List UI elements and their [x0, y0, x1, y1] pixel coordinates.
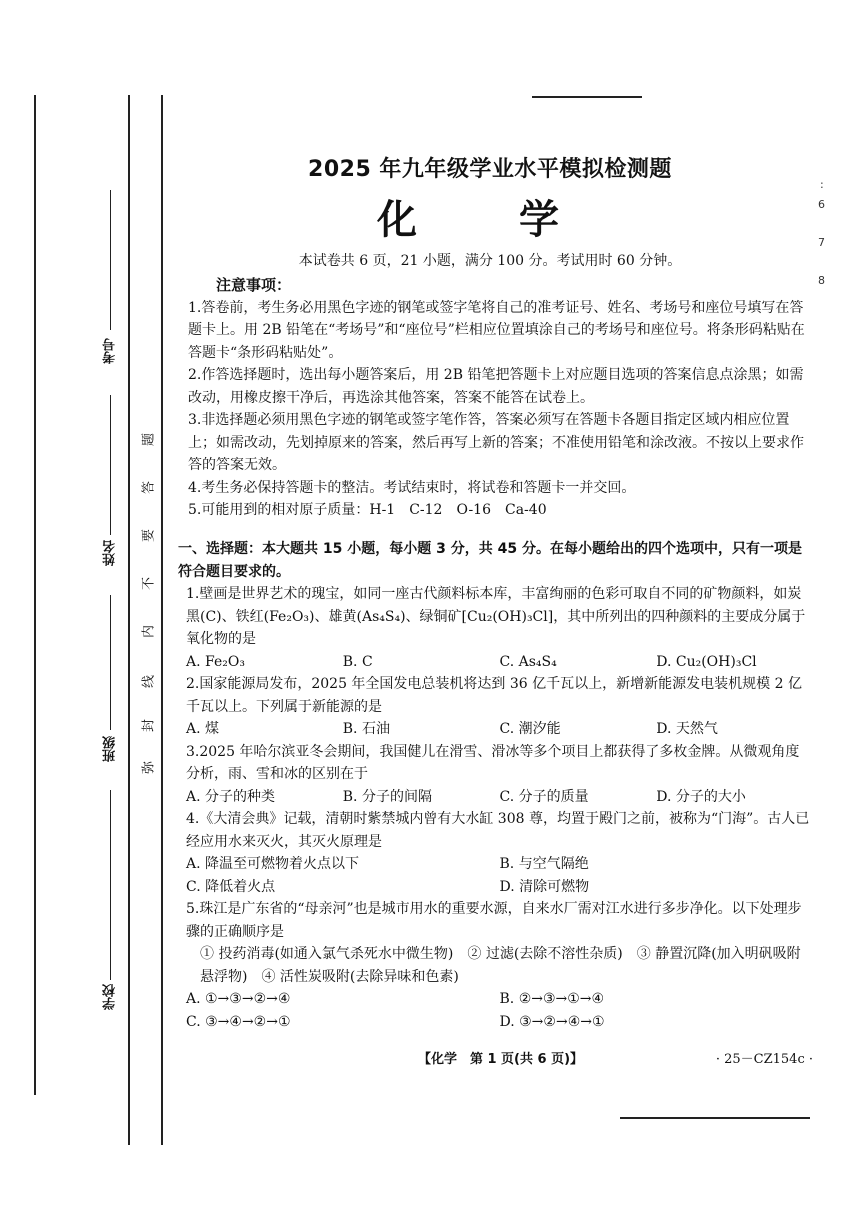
option-a: A. 降温至可燃物着火点以下 [186, 856, 360, 872]
school-blank [110, 790, 111, 980]
option-d: D. 清除可燃物 [499, 878, 590, 895]
top-edge-line [532, 96, 642, 98]
question-stem: 4.《大清会典》记载，清朝时紫禁城内曾有大水缸 308 尊，均置于殿门之前，被称为“门海”。古人已经应用水来灭火，其灭火原理是 [186, 811, 810, 850]
question-1 [186, 583, 813, 673]
notice-item: 2.作答选择题时，选出每小题答案后，用 2B 铅笔把答题卡上对应题目选项的答案信息点涂黑；如需改动，用橡皮擦干净后，再选涂其他答案，答案不能答在试卷上。 [188, 367, 804, 406]
question-3 [186, 741, 813, 809]
exam-title: 2025 年九年级学业水平模拟检测题 [308, 157, 672, 182]
edge-mark: 6 [818, 198, 825, 211]
notice-heading: 注意事项： [216, 276, 292, 294]
page-number: 【化学 第 1 页(共 6 页)】 [417, 1052, 584, 1067]
edge-mark: 7 [818, 236, 825, 249]
seal-char: 题 [141, 433, 157, 447]
notice-item: 3.非选择题必须用黑色字迹的钢笔或签字笔作答，答案必须写在答题卡各题目指定区域内相应位置上；如需改动，先划掉原来的答案，然后再写上新的答案；不准使用铅笔和涂改液。不按以上要求作答的答案无效。 [188, 412, 804, 473]
edge-mark: : [820, 178, 824, 191]
option-b: B. 与空气隔绝 [499, 856, 589, 872]
seal-char: 封 [141, 719, 157, 733]
options [186, 988, 813, 1011]
option-c: C. 降低着火点 [186, 878, 276, 895]
options [186, 853, 813, 876]
section-heading: 一、选择题：本大题共 15 小题，每小题 3 分，共 45 分。在每小题给出的四个选项中，只有一项是符合题目要求的。 [178, 541, 802, 580]
side-label-name: 姓名 [103, 540, 118, 566]
side-label-exam-no: 考号 [103, 338, 118, 364]
paper-code: · 25－CZ154c · [715, 1052, 813, 1067]
class-blank [110, 595, 111, 730]
edge-mark: 8 [818, 274, 825, 287]
side-label-school: 学校 [103, 984, 118, 1010]
option-d: D. 天然气 [656, 721, 718, 737]
option-a: A. ①→③→②→④ [186, 991, 291, 1007]
question-stem: 2.国家能源局发布，2025 年全国发电总装机将达到 36 亿千瓦以上，新增新能源发电装机规模 2 亿千瓦以上。下列属于新能源的是 [186, 676, 802, 715]
option-a: A. 煤 [186, 721, 220, 737]
bottom-edge-line [620, 1117, 810, 1119]
subject-title: 化 学 [377, 197, 603, 243]
option-c: C. 分子的质量 [499, 788, 589, 805]
seal-char: 不 [141, 577, 157, 591]
option-d: D. ③→②→④→① [499, 1013, 605, 1030]
side-label-class: 班级 [103, 736, 118, 762]
exam-info: 本试卷共 6 页，21 小题，满分 100 分。考试用时 60 分钟。 [298, 253, 682, 269]
question-steps: ① 投药消毒(如通入氯气杀死水中微生物) ② 过滤(去除不溶性杂质) ③ 静置沉降(加入明矾吸附悬浮物) ④ 活性炭吸附(去除异味和色素) [200, 946, 801, 985]
question-2 [186, 673, 813, 741]
option-c: C. 潮汐能 [499, 721, 561, 737]
option-d: D. 分子的大小 [656, 788, 746, 805]
option-c: C. As₄S₄ [499, 653, 557, 670]
notice-item: 1.答卷前，考生务必用黑色字迹的钢笔或签字笔将自己的准考证号、姓名、考场号和座位号填写在答题卡上。用 2B 铅笔在“考场号”和“座位号”栏相应位置填涂自己的考场号和座位号。将条形码粘贴在答题卡“条形码粘贴处”。 [188, 299, 805, 361]
option-b: B. 石油 [342, 721, 390, 737]
options [186, 1011, 813, 1034]
margin-line-left [34, 95, 36, 1095]
options [186, 718, 813, 741]
name-blank [110, 395, 111, 535]
option-a: A. 分子的种类 [186, 788, 276, 805]
seal-char: 答 [141, 481, 157, 495]
margin-line-right [161, 95, 163, 1145]
question-5 [186, 898, 813, 1033]
margin-line-middle [128, 95, 130, 1145]
question-stem: 5.珠江是广东省的“母亲河”也是城市用水的重要水源，自来水厂需对江水进行多步净化。以下处理步骤的正确顺序是 [186, 901, 802, 940]
options [186, 786, 813, 809]
option-d: D. Cu₂(OH)₃Cl [656, 653, 757, 670]
section-one [178, 538, 813, 1033]
notice-block [188, 274, 813, 522]
question-stem: 3.2025 年哈尔滨亚冬会期间，我国健儿在滑雪、滑冰等多个项目上都获得了多枚金牌。从微观角度分析，雨、雪和冰的区别在于 [186, 743, 800, 782]
options [186, 876, 813, 899]
question-4 [186, 808, 813, 898]
seal-char: 弥 [141, 761, 157, 775]
question-stem: 1.壁画是世界艺术的瑰宝，如同一座古代颜料标本库，丰富绚丽的色彩可取自不同的矿物颜料，如炭黑(C)、铁红(Fe₂O₃)、雄黄(As₄S₄)、绿铜矿[Cu₂(OH)₃Cl]，其中所列出的四种颜料的主要成分属于氧化物的是 [186, 586, 806, 647]
option-a: A. Fe₂O₃ [186, 653, 245, 670]
exam-no-blank [110, 190, 111, 330]
option-b: B. C [342, 653, 373, 670]
option-b: B. 分子的间隔 [342, 788, 432, 805]
seal-char: 线 [141, 675, 157, 689]
options [186, 651, 813, 674]
option-b: B. ②→③→①→④ [499, 991, 605, 1007]
seal-char: 要 [141, 529, 157, 543]
notice-item: 5.可能用到的相对原子质量：H-1 C-12 O-16 Ca-40 [188, 502, 547, 518]
notice-item: 4.考生务必保持答题卡的整洁。考试结束时，将试卷和答题卡一并交回。 [188, 479, 636, 496]
seal-char: 内 [141, 625, 157, 639]
option-c: C. ③→④→②→① [186, 1013, 291, 1030]
